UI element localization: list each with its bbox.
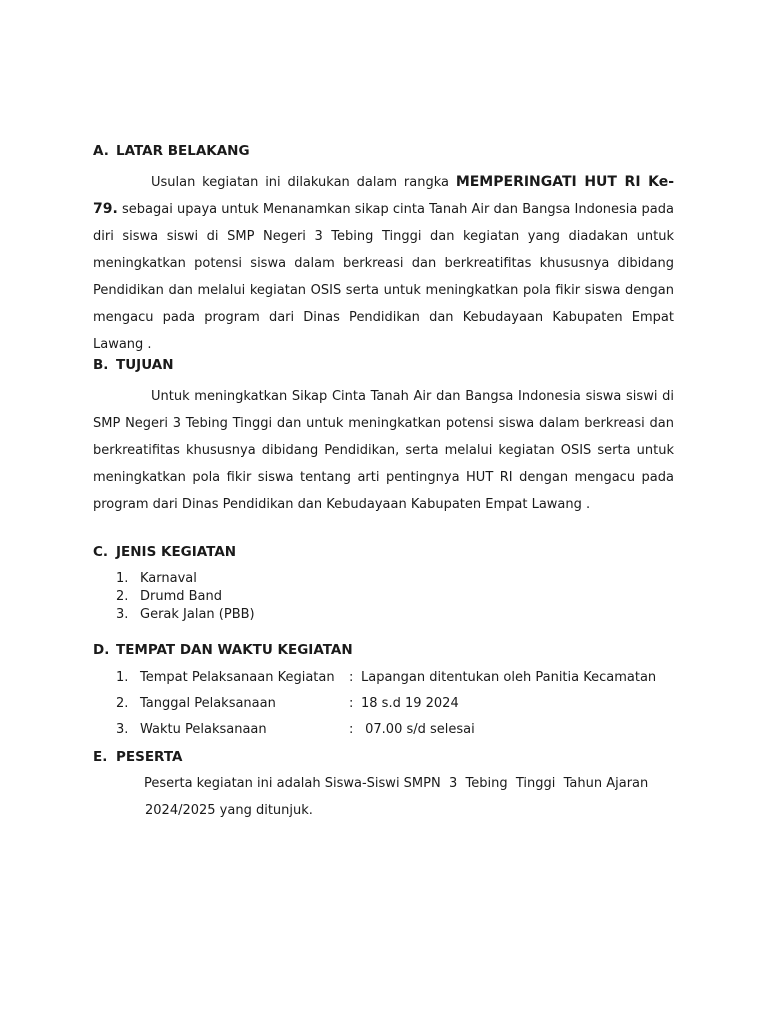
list-number: 1. bbox=[116, 670, 129, 685]
list-item bbox=[93, 606, 674, 624]
section-heading bbox=[93, 543, 674, 561]
section-letter: E. bbox=[93, 749, 108, 765]
list-number: 1. bbox=[116, 571, 129, 586]
list-number: 2. bbox=[116, 696, 129, 711]
item-label: Tempat Pelaksanaan Kegiatan bbox=[140, 670, 335, 685]
section-title: JENIS KEGIATAN bbox=[116, 544, 237, 560]
section-letter: B. bbox=[93, 357, 109, 373]
list-item bbox=[93, 570, 674, 588]
activity-list bbox=[93, 570, 674, 624]
list-text: Karnaval bbox=[140, 571, 197, 586]
item-value: Lapangan ditentukan oleh Panitia Kecamatan bbox=[361, 670, 657, 685]
section-jenis-kegiatan bbox=[93, 543, 674, 624]
section-title: LATAR BELAKANG bbox=[116, 143, 250, 159]
emphasized-text: MEMPERINGATI HUT RI Ke- 79. bbox=[93, 174, 675, 217]
section-heading bbox=[93, 748, 674, 766]
section-latar-belakang bbox=[93, 142, 674, 358]
peserta-paragraph bbox=[144, 770, 649, 824]
section-letter: A. bbox=[93, 143, 109, 159]
paragraph-line: 2024/2025 yang ditunjuk. bbox=[145, 803, 313, 818]
section-heading bbox=[93, 356, 674, 374]
item-separator: : bbox=[349, 670, 354, 685]
item-label: Tanggal Pelaksanaan bbox=[140, 696, 276, 711]
section-heading bbox=[93, 142, 674, 160]
section-letter: C. bbox=[93, 544, 109, 560]
section-paragraph bbox=[93, 383, 674, 518]
list-item bbox=[93, 665, 674, 691]
list-item bbox=[93, 691, 674, 717]
section-letter: D. bbox=[93, 642, 110, 658]
item-value: 07.00 s/d selesai bbox=[361, 722, 475, 737]
paragraph-text: Usulan kegiatan ini dilakukan dalam rangka bbox=[151, 175, 456, 190]
paragraph-text: Untuk meningkatkan Sikap Cinta Tanah Air dan Bangsa Indonesia siswa siswi di SMP Negeri 3 Tebing Tinggi dan untuk meningkatkan potensi siswa dalam berkreasi dan berkreatifitas khususnya dibidang Pendidikan, serta melalui kegiatan OSIS serta untuk meningkatkan pola fikir siswa tentang arti pentingnya HUT RI dengan mengacu pada program dari Dinas Pendidikan dan Kebudayaan Kabupaten Empat Lawang . bbox=[93, 389, 674, 512]
list-number: 3. bbox=[116, 607, 129, 622]
item-label: Waktu Pelaksanaan bbox=[140, 722, 267, 737]
item-separator: : bbox=[349, 722, 354, 737]
list-text: Drumd Band bbox=[140, 589, 223, 604]
list-item bbox=[93, 588, 674, 606]
list-number: 2. bbox=[116, 589, 129, 604]
list-item bbox=[93, 717, 674, 743]
section-title: TUJUAN bbox=[116, 357, 174, 373]
item-value: 18 s.d 19 2024 bbox=[361, 696, 459, 711]
section-tujuan bbox=[93, 356, 674, 518]
section-tempat-waktu bbox=[93, 641, 674, 743]
paragraph-text: sebagai upaya untuk Menanamkan sikap cinta Tanah Air dan Bangsa Indonesia pada diri siswa siswi di SMP Negeri 3 Tebing Tinggi dan kegiatan yang diadakan untuk meningkatkan potensi siswa dalam berkreasi dan berkreatifitas khususnya dibidang Pendidikan dan melalui kegiatan OSIS serta untuk meningkatkan pola fikir siswa dengan mengacu pada program dari Dinas Pendidikan dan Kebudayaan Kabupaten Empat Lawang . bbox=[93, 202, 674, 352]
schedule-list bbox=[93, 665, 674, 743]
section-heading bbox=[93, 641, 674, 659]
item-separator: : bbox=[349, 696, 354, 711]
paragraph-line: Peserta kegiatan ini adalah Siswa-Siswi SMPN 3 Tebing Tinggi Tahun Ajaran bbox=[144, 776, 649, 791]
section-peserta bbox=[93, 748, 674, 766]
section-title: TEMPAT DAN WAKTU KEGIATAN bbox=[116, 642, 353, 658]
list-number: 3. bbox=[116, 722, 129, 737]
list-text: Gerak Jalan (PBB) bbox=[140, 607, 255, 622]
section-title: PESERTA bbox=[116, 749, 183, 765]
section-paragraph bbox=[93, 169, 674, 358]
